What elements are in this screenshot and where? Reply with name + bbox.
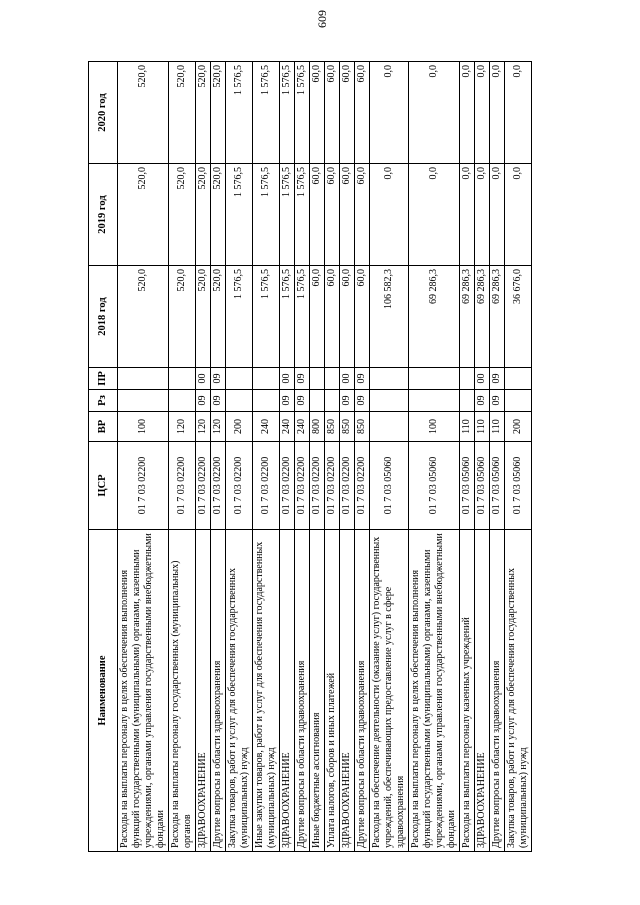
cell-2020: 1 576,5 [295, 62, 310, 164]
cell-rz [310, 390, 325, 412]
cell-name: Другие вопросы в области здравоохранения [355, 530, 370, 852]
cell-rz [505, 390, 532, 412]
cell-pr: 09 [355, 368, 370, 390]
cell-csr: 01 7 03 05060 [490, 442, 505, 530]
budget-table [88, 61, 532, 852]
cell-2018: 60,0 [340, 266, 355, 368]
cell-vr [370, 412, 409, 442]
cell-csr: 01 7 03 02200 [253, 442, 280, 530]
cell-name: ЗДРАВООХРАНЕНИЕ [196, 530, 211, 852]
cell-2018: 69 286,3 [409, 266, 460, 368]
cell-pr [505, 368, 532, 390]
cell-rz [226, 390, 253, 412]
cell-2019: 60,0 [310, 164, 325, 266]
cell-2018: 60,0 [310, 266, 325, 368]
cell-2019: 0,0 [475, 164, 490, 266]
cell-name: ЗДРАВООХРАНЕНИЕ [280, 530, 295, 852]
cell-pr [325, 368, 340, 390]
cell-name: Уплата налогов, сборов и иных платежей [325, 530, 340, 852]
table-row [370, 62, 409, 852]
cell-name: Иные бюджетные ассигнования [310, 530, 325, 852]
cell-rz: 09 [475, 390, 490, 412]
cell-csr: 01 7 03 05060 [505, 442, 532, 530]
cell-rz [169, 390, 196, 412]
cell-vr: 800 [310, 412, 325, 442]
cell-2018: 60,0 [355, 266, 370, 368]
table-row [409, 62, 460, 852]
cell-2018: 1 576,5 [295, 266, 310, 368]
table-row [475, 62, 490, 852]
table-row [280, 62, 295, 852]
cell-pr [169, 368, 196, 390]
cell-vr: 120 [211, 412, 226, 442]
cell-name: Иные закупки товаров, работ и услуг для обеспечения государственных (муниципальных) нужд [253, 530, 280, 852]
cell-pr: 00 [340, 368, 355, 390]
table-row [325, 62, 340, 852]
cell-csr: 01 7 03 05060 [409, 442, 460, 530]
cell-2019: 60,0 [340, 164, 355, 266]
cell-2019: 1 576,5 [226, 164, 253, 266]
cell-name: Расходы на обеспечение деятельности (оказание услуг) государственных учреждений, обеспечивающих предоставление услуг в сфере здравоохранения [370, 530, 409, 852]
cell-vr: 100 [409, 412, 460, 442]
cell-2020: 0,0 [475, 62, 490, 164]
cell-name: Другие вопросы в области здравоохранения [211, 530, 226, 852]
cell-pr [226, 368, 253, 390]
cell-2018: 60,0 [325, 266, 340, 368]
cell-vr: 110 [475, 412, 490, 442]
cell-2019: 0,0 [370, 164, 409, 266]
cell-vr: 200 [505, 412, 532, 442]
cell-2018: 106 582,3 [370, 266, 409, 368]
cell-vr: 850 [340, 412, 355, 442]
cell-csr: 01 7 03 05060 [460, 442, 475, 530]
cell-rz [460, 390, 475, 412]
cell-2019: 520,0 [211, 164, 226, 266]
cell-rz: 09 [211, 390, 226, 412]
header-2018: 2018 год [89, 266, 118, 368]
cell-csr: 01 7 03 02200 [355, 442, 370, 530]
cell-2020: 520,0 [196, 62, 211, 164]
cell-vr: 240 [295, 412, 310, 442]
cell-pr [460, 368, 475, 390]
page-number: 609 [315, 10, 329, 28]
cell-2020: 1 576,5 [253, 62, 280, 164]
cell-vr: 850 [355, 412, 370, 442]
cell-2019: 1 576,5 [295, 164, 310, 266]
cell-2020: 60,0 [325, 62, 340, 164]
header-2020: 2020 год [89, 62, 118, 164]
table-row [505, 62, 532, 852]
cell-pr [370, 368, 409, 390]
cell-name: ЗДРАВООХРАНЕНИЕ [340, 530, 355, 852]
header-vr: ВР [89, 412, 118, 442]
cell-2018: 69 286,3 [460, 266, 475, 368]
cell-2019: 520,0 [118, 164, 169, 266]
cell-2020: 60,0 [355, 62, 370, 164]
cell-pr [118, 368, 169, 390]
cell-2019: 0,0 [460, 164, 475, 266]
cell-2019: 0,0 [505, 164, 532, 266]
cell-2019: 520,0 [169, 164, 196, 266]
cell-vr: 850 [325, 412, 340, 442]
table-row [226, 62, 253, 852]
cell-2020: 1 576,5 [226, 62, 253, 164]
header-name: Наименование [89, 530, 118, 852]
cell-2019: 0,0 [490, 164, 505, 266]
cell-2018: 520,0 [196, 266, 211, 368]
header-pr: ПР [89, 368, 118, 390]
table-row [253, 62, 280, 852]
cell-csr: 01 7 03 02200 [310, 442, 325, 530]
cell-vr: 240 [253, 412, 280, 442]
cell-2018: 520,0 [169, 266, 196, 368]
cell-2020: 60,0 [340, 62, 355, 164]
cell-csr: 01 7 03 02200 [196, 442, 211, 530]
cell-pr: 00 [475, 368, 490, 390]
cell-2018: 520,0 [118, 266, 169, 368]
cell-2020: 520,0 [118, 62, 169, 164]
cell-csr: 01 7 03 02200 [226, 442, 253, 530]
cell-name: Закупка товаров, работ и услуг для обеспечения государственных (муниципальных) нужд [505, 530, 532, 852]
cell-rz: 09 [196, 390, 211, 412]
cell-rz [325, 390, 340, 412]
cell-csr: 01 7 03 02200 [325, 442, 340, 530]
cell-name: Расходы на выплаты персоналу казенных учреждений [460, 530, 475, 852]
cell-vr: 240 [280, 412, 295, 442]
cell-2018: 69 286,3 [475, 266, 490, 368]
cell-csr: 01 7 03 02200 [295, 442, 310, 530]
cell-2020: 1 576,5 [280, 62, 295, 164]
cell-rz: 09 [295, 390, 310, 412]
table-row [295, 62, 310, 852]
cell-rz: 09 [340, 390, 355, 412]
cell-name: Расходы на выплаты персоналу государственных (муниципальных) органов [169, 530, 196, 852]
table-row [118, 62, 169, 852]
cell-pr [253, 368, 280, 390]
cell-2019: 60,0 [325, 164, 340, 266]
cell-rz [253, 390, 280, 412]
cell-csr: 01 7 03 02200 [118, 442, 169, 530]
cell-2018: 520,0 [211, 266, 226, 368]
cell-pr [310, 368, 325, 390]
cell-2019: 520,0 [196, 164, 211, 266]
cell-rz [370, 390, 409, 412]
cell-csr: 01 7 03 02200 [169, 442, 196, 530]
cell-name: ЗДРАВООХРАНЕНИЕ [475, 530, 490, 852]
cell-vr: 120 [169, 412, 196, 442]
cell-2020: 60,0 [310, 62, 325, 164]
cell-pr: 09 [490, 368, 505, 390]
cell-csr: 01 7 03 02200 [280, 442, 295, 530]
header-2019: 2019 год [89, 164, 118, 266]
cell-2020: 520,0 [211, 62, 226, 164]
cell-csr: 01 7 03 05060 [370, 442, 409, 530]
cell-2018: 1 576,5 [226, 266, 253, 368]
cell-2020: 0,0 [490, 62, 505, 164]
cell-2018: 36 676,0 [505, 266, 532, 368]
cell-pr: 09 [295, 368, 310, 390]
cell-pr: 09 [211, 368, 226, 390]
cell-name: Расходы на выплаты персоналу в целях обеспечения выполнения функций государственными (муниципальными) органами, казенными учреждениями, органами управления государственными внебюджетными фондами [118, 530, 169, 852]
cell-2020: 520,0 [169, 62, 196, 164]
cell-vr: 110 [460, 412, 475, 442]
cell-vr: 200 [226, 412, 253, 442]
cell-2018: 1 576,5 [253, 266, 280, 368]
table-row [490, 62, 505, 852]
cell-2020: 0,0 [409, 62, 460, 164]
cell-pr [409, 368, 460, 390]
cell-vr: 110 [490, 412, 505, 442]
cell-name: Другие вопросы в области здравоохранения [295, 530, 310, 852]
cell-vr: 100 [118, 412, 169, 442]
cell-csr: 01 7 03 05060 [475, 442, 490, 530]
cell-pr: 00 [196, 368, 211, 390]
budget-table-container [88, 62, 603, 852]
cell-2020: 0,0 [505, 62, 532, 164]
cell-rz [118, 390, 169, 412]
cell-2018: 69 286,3 [490, 266, 505, 368]
table-header-row [89, 62, 118, 852]
table-row [460, 62, 475, 852]
cell-csr: 01 7 03 02200 [340, 442, 355, 530]
table-row [196, 62, 211, 852]
cell-name: Расходы на выплаты персоналу в целях обеспечения выполнения функций государственными (муниципальными) органами, казенными учреждениями, органами управления государственными внебюджетными фондами [409, 530, 460, 852]
cell-rz: 09 [490, 390, 505, 412]
cell-2019: 1 576,5 [280, 164, 295, 266]
table-row [340, 62, 355, 852]
cell-rz: 09 [355, 390, 370, 412]
header-rz: Рз [89, 390, 118, 412]
cell-2019: 0,0 [409, 164, 460, 266]
cell-pr: 00 [280, 368, 295, 390]
table-row [169, 62, 196, 852]
table-row [211, 62, 226, 852]
cell-rz [409, 390, 460, 412]
table-row [355, 62, 370, 852]
table-row [310, 62, 325, 852]
cell-vr: 120 [196, 412, 211, 442]
cell-name: Закупка товаров, работ и услуг для обеспечения государственных (муниципальных) нужд [226, 530, 253, 852]
cell-name: Другие вопросы в области здравоохранения [490, 530, 505, 852]
cell-rz: 09 [280, 390, 295, 412]
cell-2020: 0,0 [460, 62, 475, 164]
cell-2020: 0,0 [370, 62, 409, 164]
cell-2019: 1 576,5 [253, 164, 280, 266]
header-csr: ЦСР [89, 442, 118, 530]
cell-csr: 01 7 03 02200 [211, 442, 226, 530]
cell-2019: 60,0 [355, 164, 370, 266]
cell-2018: 1 576,5 [280, 266, 295, 368]
